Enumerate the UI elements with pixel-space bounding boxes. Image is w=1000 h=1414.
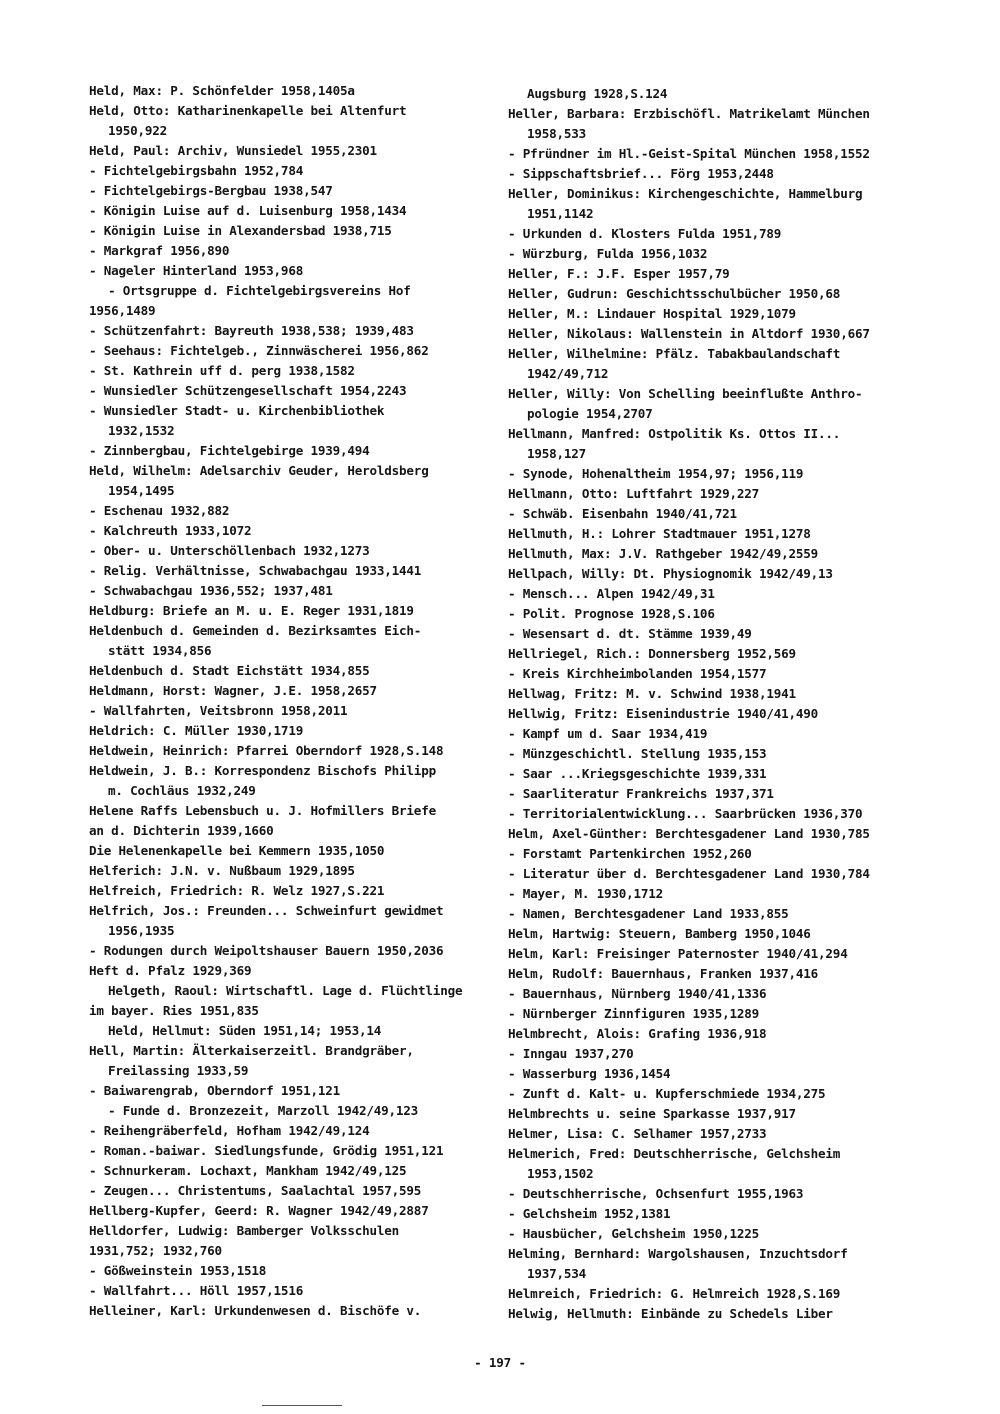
page-number: - 197 -: [474, 1355, 526, 1370]
index-entry-line: Helmbrecht, Alois: Grafing 1936,918: [508, 1026, 767, 1041]
index-entry-line: Heldenbuch d. Stadt Eichstätt 1934,855: [89, 663, 370, 678]
index-entry-line: Held, Max: P. Schönfelder 1958,1405a: [89, 83, 355, 98]
index-entry-line: Helleiner, Karl: Urkundenwesen d. Bischöfe v.: [89, 1303, 422, 1318]
index-entry-line: - Reihengräberfeld, Hofham 1942/49,124: [89, 1123, 370, 1138]
index-entry-line: - Seehaus: Fichtelgeb., Zinnwäscherei 1956,862: [89, 343, 429, 358]
index-entry-line: - Saarliteratur Frankreichs 1937,371: [508, 786, 774, 801]
index-entry-line: Held, Wilhelm: Adelsarchiv Geuder, Heroldsberg: [89, 463, 429, 478]
index-entry-line: Heldwein, Heinrich: Pfarrei Oberndorf 1928,S.148: [89, 743, 444, 758]
index-entry-line: Held, Hellmut: Süden 1951,14; 1953,14: [108, 1023, 382, 1038]
index-entry-line: - Eschenau 1932,882: [89, 503, 230, 518]
index-entry-line: - Inngau 1937,270: [508, 1046, 634, 1061]
index-entry-line: Held, Otto: Katharinenkapelle bei Altenfurt: [89, 103, 407, 118]
index-entry-line: Helene Raffs Lebensbuch u. J. Hofmillers Briefe: [89, 803, 436, 818]
index-entry-line: 1942/49,712: [527, 366, 609, 381]
index-entry-line: - Gelchsheim 1952,1381: [508, 1206, 671, 1221]
index-entry-line: Augsburg 1928,S.124: [527, 86, 668, 101]
index-entry-line: - Kampf um d. Saar 1934,419: [508, 726, 708, 741]
index-entry-line: - Wunsiedler Stadt- u. Kirchenbibliothek: [89, 403, 385, 418]
index-entry-line: 1932,1532: [108, 423, 175, 438]
index-entry-line: - Saar ...Kriegsgeschichte 1939,331: [508, 766, 767, 781]
index-entry-line: Freilassing 1933,59: [108, 1063, 249, 1078]
index-entry-line: 1951,1142: [527, 206, 594, 221]
index-entry-line: Helwig, Hellmuth: Einbände zu Schedels Liber: [508, 1306, 833, 1321]
index-entry-line: - Kalchreuth 1933,1072: [89, 523, 252, 538]
index-entry-line: - Schwäb. Eisenbahn 1940/41,721: [508, 506, 737, 521]
index-entry-line: - Rodungen durch Weipoltshauser Bauern 1950,2036: [89, 943, 444, 958]
index-entry-line: Helm, Karl: Freisinger Paternoster 1940/41,294: [508, 946, 848, 961]
index-entry-line: Hellwag, Fritz: M. v. Schwind 1938,1941: [508, 686, 796, 701]
index-entry-line: m. Cochläus 1932,249: [108, 783, 256, 798]
index-entry-line: - Kreis Kirchheimbolanden 1954,1577: [508, 666, 767, 681]
index-entry-line: 1953,1502: [527, 1166, 594, 1181]
index-entry-line: - Pfründner im Hl.-Geist-Spital München 1958,1552: [508, 146, 870, 161]
index-entry-line: - Funde d. Bronzezeit, Marzoll 1942/49,123: [108, 1103, 419, 1118]
index-entry-line: Heller, Barbara: Erzbischöfl. Matrikelamt München: [508, 106, 870, 121]
index-entry-line: Heldwein, J. B.: Korrespondenz Bischofs Philipp: [89, 763, 436, 778]
index-entry-line: - Königin Luise in Alexandersbad 1938,715: [89, 223, 392, 238]
index-entry-line: Heller, F.: J.F. Esper 1957,79: [508, 266, 730, 281]
index-entry-line: - Wasserburg 1936,1454: [508, 1066, 671, 1081]
index-entry-line: - Relig. Verhältnisse, Schwabachgau 1933,1441: [89, 563, 422, 578]
index-entry-line: - Literatur über d. Berchtesgadener Land 1930,784: [508, 866, 870, 881]
index-entry-line: - Sippschaftsbrief... Förg 1953,2448: [508, 166, 774, 181]
index-entry-line: Helfrich, Jos.: Freunden... Schweinfurt gewidmet: [89, 903, 444, 918]
index-entry-line: - Königin Luise auf d. Luisenburg 1958,1434: [89, 203, 407, 218]
index-entry-line: Heller, Gudrun: Geschichtsschulbücher 1950,68: [508, 286, 841, 301]
index-entry-line: - Territorialentwicklung... Saarbrücken 1936,370: [508, 806, 863, 821]
index-entry-line: - Schwabachgau 1936,552; 1937,481: [89, 583, 333, 598]
index-entry-line: - Gößweinstein 1953,1518: [89, 1263, 267, 1278]
index-entry-line: - Wallfahrt... Höll 1957,1516: [89, 1283, 304, 1298]
index-entry-line: Helming, Bernhard: Wargolshausen, Inzuchtsdorf: [508, 1246, 848, 1261]
index-entry-line: - Mensch... Alpen 1942/49,31: [508, 586, 715, 601]
index-entry-line: Heller, Wilhelmine: Pfälz. Tabakbaulandschaft: [508, 346, 841, 361]
index-entry-line: im bayer. Ries 1951,835: [89, 1003, 259, 1018]
index-entry-line: Helm, Hartwig: Steuern, Bamberg 1950,1046: [508, 926, 811, 941]
index-entry-line: - Deutschherrische, Ochsenfurt 1955,1963: [508, 1186, 804, 1201]
index-entry-line: stätt 1934,856: [108, 643, 212, 658]
index-entry-line: 1954,1495: [108, 483, 175, 498]
index-entry-line: - Markgraf 1956,890: [89, 243, 230, 258]
index-entry-line: pologie 1954,2707: [527, 406, 653, 421]
index-entry-line: - Würzburg, Fulda 1956,1032: [508, 246, 708, 261]
index-entry-line: Helm, Rudolf: Bauernhaus, Franken 1937,416: [508, 966, 819, 981]
index-entry-line: - Nageler Hinterland 1953,968: [89, 263, 304, 278]
footer-rule: [262, 1405, 342, 1406]
index-entry-line: Hellriegel, Rich.: Donnersberg 1952,569: [508, 646, 796, 661]
index-entry-line: - Ober- u. Unterschöllenbach 1932,1273: [89, 543, 370, 558]
index-entry-line: - Bauernhaus, Nürnberg 1940/41,1336: [508, 986, 767, 1001]
index-entry-line: Heldmann, Horst: Wagner, J.E. 1958,2657: [89, 683, 377, 698]
index-entry-line: Helm, Axel-Günther: Berchtesgadener Land 1930,785: [508, 826, 870, 841]
index-entry-line: - Synode, Hohenaltheim 1954,97; 1956,119: [508, 466, 804, 481]
index-entry-line: 1950,922: [108, 123, 168, 138]
index-entry-line: - Ortsgruppe d. Fichtelgebirgsvereins Hof: [108, 283, 411, 298]
index-entry-line: - Roman.-baiwar. Siedlungsfunde, Grödig 1951,121: [89, 1143, 444, 1158]
index-entry-line: 1956,1489: [89, 303, 156, 318]
index-entry-line: Heller, M.: Lindauer Hospital 1929,1079: [508, 306, 796, 321]
index-entry-line: - Fichtelgebirgs-Bergbau 1938,547: [89, 183, 333, 198]
index-entry-line: - Forstamt Partenkirchen 1952,260: [508, 846, 752, 861]
index-entry-line: - Hausbücher, Gelchsheim 1950,1225: [508, 1226, 759, 1241]
index-entry-line: - Münzgeschichtl. Stellung 1935,153: [508, 746, 767, 761]
index-entry-line: - Zeugen... Christentums, Saalachtal 1957,595: [89, 1183, 422, 1198]
index-entry-line: Hellmann, Otto: Luftfahrt 1929,227: [508, 486, 759, 501]
index-entry-line: 1956,1935: [108, 923, 175, 938]
index-entry-line: Helgeth, Raoul: Wirtschaftl. Lage d. Flüchtlinge: [108, 983, 463, 998]
index-entry-line: - Fichtelgebirgsbahn 1952,784: [89, 163, 304, 178]
index-entry-line: Heldburg: Briefe an M. u. E. Reger 1931,1819: [89, 603, 414, 618]
index-entry-line: 1958,127: [527, 446, 587, 461]
index-entry-line: - Wesensart d. dt. Stämme 1939,49: [508, 626, 752, 641]
index-entry-line: Heller, Willy: Von Schelling beeinflußte Anthro-: [508, 386, 863, 401]
index-entry-line: - Nürnberger Zinnfiguren 1935,1289: [508, 1006, 759, 1021]
index-entry-line: - Namen, Berchtesgadener Land 1933,855: [508, 906, 789, 921]
index-entry-line: Helferich: J.N. v. Nußbaum 1929,1895: [89, 863, 355, 878]
index-entry-line: 1937,534: [527, 1266, 587, 1281]
index-entry-line: Held, Paul: Archiv, Wunsiedel 1955,2301: [89, 143, 377, 158]
index-entry-line: Helfreich, Friedrich: R. Welz 1927,S.221: [89, 883, 385, 898]
index-entry-line: Hell, Martin: Älterkaiserzeitl. Brandgräber,: [89, 1043, 414, 1058]
index-entry-line: Helmerich, Fred: Deutschherrische, Gelchsheim: [508, 1146, 841, 1161]
index-entry-line: Heft d. Pfalz 1929,369: [89, 963, 252, 978]
index-entry-line: Die Helenenkapelle bei Kemmern 1935,1050: [89, 843, 385, 858]
index-entry-line: - Baiwarengrab, Oberndorf 1951,121: [89, 1083, 340, 1098]
index-entry-line: - Urkunden d. Klosters Fulda 1951,789: [508, 226, 782, 241]
index-entry-line: - Polit. Prognose 1928,S.106: [508, 606, 715, 621]
index-entry-line: Helldorfer, Ludwig: Bamberger Volksschulen: [89, 1223, 400, 1238]
index-entry-line: Hellberg-Kupfer, Geerd: R. Wagner 1942/49,2887: [89, 1203, 429, 1218]
index-entry-line: Hellwig, Fritz: Eisenindustrie 1940/41,490: [508, 706, 819, 721]
index-entry-line: - Wallfahrten, Veitsbronn 1958,2011: [89, 703, 348, 718]
index-entry-line: 1958,533: [527, 126, 587, 141]
index-entry-line: Hellmann, Manfred: Ostpolitik Ks. Ottos II...: [508, 426, 841, 441]
index-entry-line: - Zinnbergbau, Fichtelgebirge 1939,494: [89, 443, 370, 458]
index-entry-line: - Mayer, M. 1930,1712: [508, 886, 664, 901]
index-entry-line: - Schützenfahrt: Bayreuth 1938,538; 1939,483: [89, 323, 414, 338]
index-entry-line: Heller, Nikolaus: Wallenstein in Altdorf 1930,667: [508, 326, 870, 341]
index-entry-line: 1931,752; 1932,760: [89, 1243, 222, 1258]
index-entry-line: - St. Kathrein uff d. perg 1938,1582: [89, 363, 355, 378]
index-entry-line: Hellmuth, H.: Lohrer Stadtmauer 1951,1278: [508, 526, 811, 541]
index-entry-line: Heller, Dominikus: Kirchengeschichte, Hammelburg: [508, 186, 863, 201]
index-entry-line: Helmbrechts u. seine Sparkasse 1937,917: [508, 1106, 796, 1121]
index-entry-line: Hellmuth, Max: J.V. Rathgeber 1942/49,2559: [508, 546, 819, 561]
index-entry-line: - Schnurkeram. Lochaxt, Mankham 1942/49,125: [89, 1163, 407, 1178]
index-entry-line: - Wunsiedler Schützengesellschaft 1954,2243: [89, 383, 407, 398]
index-entry-line: Helmreich, Friedrich: G. Helmreich 1928,S.169: [508, 1286, 841, 1301]
index-entry-line: Heldenbuch d. Gemeinden d. Bezirksamtes Eich-: [89, 623, 422, 638]
index-entry-line: Helmer, Lisa: C. Selhamer 1957,2733: [508, 1126, 767, 1141]
index-entry-line: Hellpach, Willy: Dt. Physiognomik 1942/49,13: [508, 566, 833, 581]
index-entry-line: an d. Dichterin 1939,1660: [89, 823, 274, 838]
index-entry-line: Heldrich: C. Müller 1930,1719: [89, 723, 304, 738]
index-entry-line: - Zunft d. Kalt- u. Kupferschmiede 1934,275: [508, 1086, 826, 1101]
